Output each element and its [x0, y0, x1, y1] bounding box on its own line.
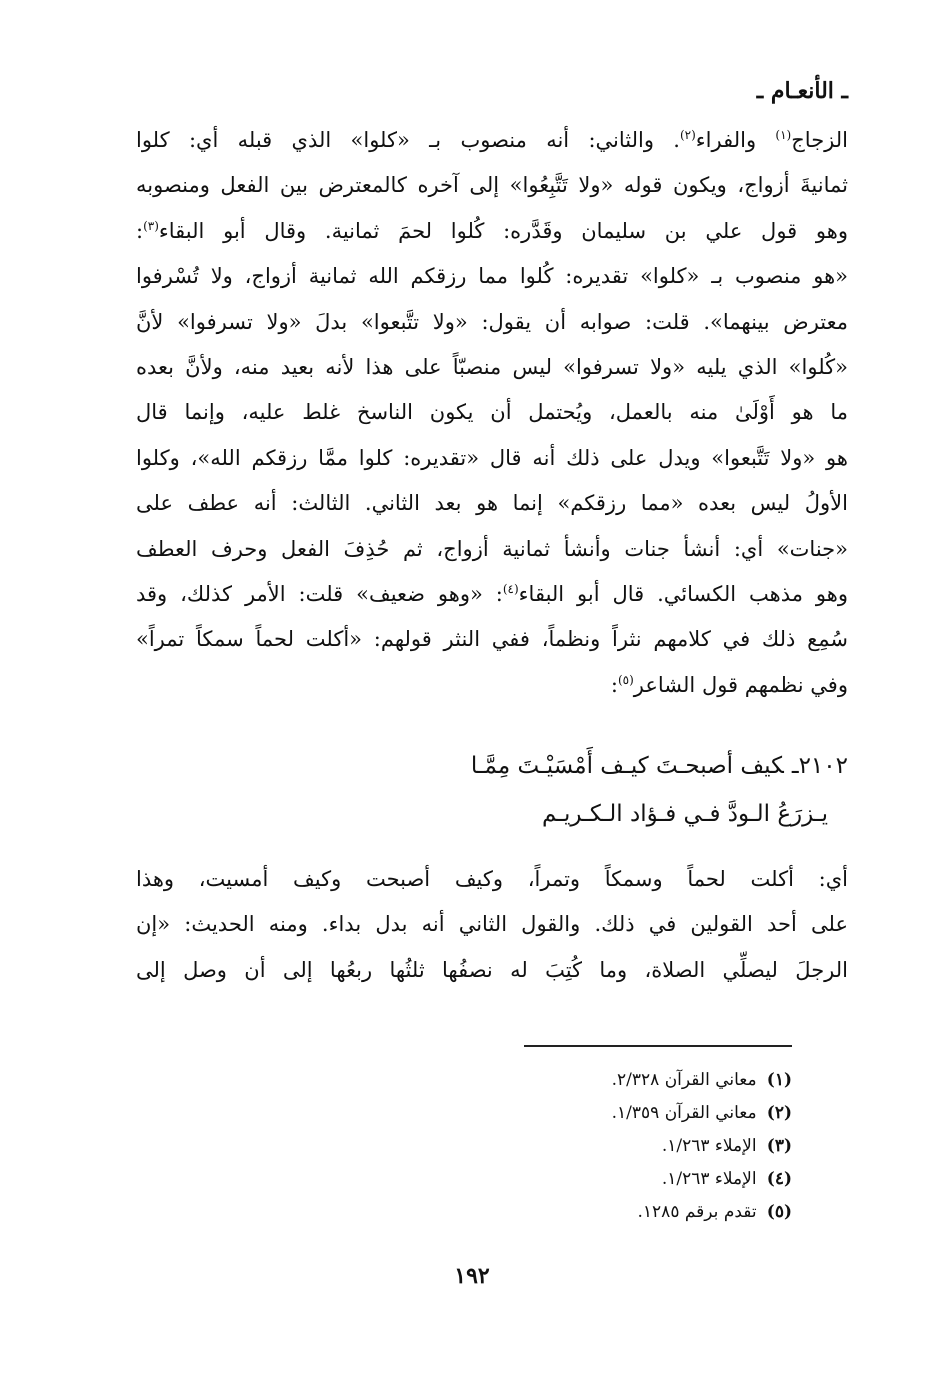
footnote-item	[372, 1064, 792, 1097]
text-segment: . والثاني: أنه منصوب بـ «كلوا» الذي قبله أي: كلوا	[136, 128, 680, 152]
second-paragraph	[136, 857, 848, 993]
poetry-verse	[136, 742, 848, 838]
page-number: ١٩٢	[454, 1263, 490, 1289]
text-segment: وفي نظمهم قول الشاعر	[633, 672, 848, 697]
footnote-ref[interactable]: (٥)	[617, 672, 634, 687]
text-line	[136, 209, 848, 254]
text-line	[136, 118, 848, 163]
footnote-ref[interactable]: (٤)	[502, 581, 519, 596]
footnote-number: (٤)	[766, 1169, 792, 1189]
footnote-ref[interactable]: (١)	[775, 128, 792, 142]
footnote-number: (٢)	[766, 1103, 792, 1123]
text-line: ثمانيةَ أزواج، ويكون قوله «ولا تَتَّبِعُوا» إلى آخره كالمعترض بين الفعل ومنصوبه	[136, 173, 848, 198]
text-segment: وهو قول علي بن سليمان وقَدَّره: كُلوا لحمَ ثمانية. وقال أبو البقاء	[158, 218, 848, 243]
text-line: «هو منصوب بـ «كلوا» تقديره: كُلوا مما رزقكم الله ثمانية أزواج، ولا تُسْرفوا	[136, 264, 848, 289]
verse-first-hemistich	[136, 742, 848, 790]
text-line: معترض بينهما». قلت: صوابه أن يقول: «ولا تتَّبعوا» بدلَ «ولا تسرفوا» لأنَّ	[136, 309, 848, 334]
footnote-ref[interactable]: (٢)	[679, 128, 696, 142]
text-line: على أحد القولين في ذلك. والقول الثاني أنه بدل بداء. ومنه الحديث: «إن	[136, 912, 848, 937]
text-line: «كُلوا» الذي يليه «ولا تسرفوا» ليس منصبّاً على هذا لأنه بعيد منه، ولأنَّ بعده	[136, 354, 848, 379]
footnote-ref[interactable]: (٣)	[143, 218, 159, 233]
footnote-item	[372, 1097, 792, 1130]
footnote-number: (١)	[766, 1070, 792, 1090]
verse-text: كيف أصبحـتَ كيـف أَمْسَيْـتَ مِمَّـا	[470, 753, 784, 779]
footnote-text: تقدم برقم ١٢٨٥.	[637, 1202, 757, 1222]
text-line: سُمِع ذلك في كلامهم نثراً ونظماً، ففي النثر قولهم: «أكلت لحماً سمكاً تمراً»	[136, 627, 848, 652]
text-segment: :	[136, 218, 144, 243]
text-segment: الزجاج	[791, 128, 848, 152]
main-paragraph	[136, 118, 848, 708]
verse-second-hemistich: يـزرَعُ الـودَّ فـي فـؤاد الـكـريـم	[541, 801, 828, 827]
text-line	[136, 572, 848, 617]
footnote-text: الإملاء ١/٢٦٣.	[661, 1169, 757, 1189]
text-segment: :	[610, 672, 618, 697]
text-line: أي: أكلت لحماً وسمكاً وتمراً، وكيف أصبحت وكيف أمسيت، وهذا	[136, 867, 848, 891]
text-segment: والفراء	[695, 128, 776, 152]
text-segment: : «وهو ضعيف» قلت: الأمر كذلك، وقد	[136, 581, 503, 606]
text-line: الأولُ ليس بعده «مما رزقكم» إنما هو بعد الثاني. الثالث: أنه عطف على	[136, 491, 848, 516]
text-line: «جنات» أي: أنشأ جنات وأنشأ ثمانية أزواج، ثم حُذِفَ الفعل وحرف العطف	[136, 536, 848, 561]
footnote-text: معاني القرآن ٢/٣٢٨.	[611, 1070, 757, 1090]
verse-number: ٢١٠٢ـ	[791, 753, 848, 779]
footnote-item	[372, 1163, 792, 1196]
text-line: هو «ولا تَتَّبعوا» ويدل على ذلك أنه قال «تقديره: كلوا ممَّا رزقكم الله»، وكلوا	[136, 445, 848, 470]
text-line: ما هو أَوْلَىٰ منه بالعمل، ويُحتمل أن يكون الناسخ غلط عليه، وإنما قال	[136, 400, 848, 425]
footnote-item	[372, 1130, 792, 1163]
footnote-item	[372, 1196, 792, 1229]
footnote-number: (٥)	[766, 1202, 792, 1222]
footnote-text: الإملاء ١/٢٦٣.	[661, 1136, 757, 1156]
footnote-divider	[524, 1045, 792, 1047]
footnotes-list	[372, 1064, 792, 1229]
running-header: ـ الأنعـام ـ	[756, 78, 848, 104]
footnote-text: معاني القرآن ١/٣٥٩.	[611, 1103, 757, 1123]
text-line	[136, 663, 848, 708]
footnote-number: (٣)	[766, 1136, 792, 1156]
text-segment: وهو مذهب الكسائي. قال أبو البقاء	[518, 581, 848, 606]
text-line: الرجلَ ليصلِّي الصلاة، وما كُتِبَ له نصفُها ثلثُها ربعُها إلى أن وصل إلى	[136, 957, 848, 982]
